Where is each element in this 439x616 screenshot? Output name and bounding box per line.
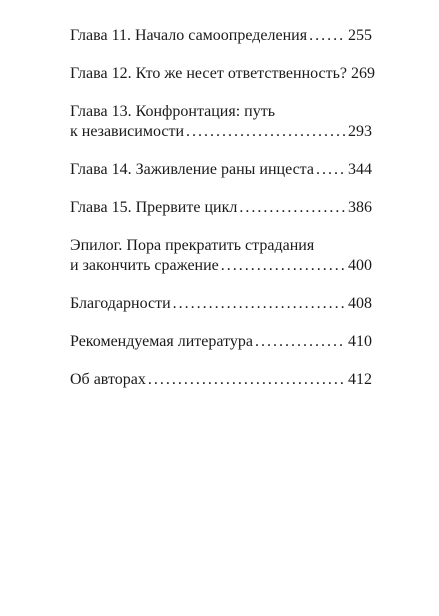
- toc-entry-page: 255: [348, 27, 372, 44]
- toc-entry-chapter-13: [70, 102, 372, 142]
- toc-entry-page: 269: [351, 65, 376, 82]
- toc-entry-title-line-2: к независимости: [70, 123, 185, 140]
- dot-leader: [221, 256, 346, 276]
- dot-leader: [148, 370, 346, 390]
- toc-entry-page: 412: [348, 371, 372, 388]
- toc-entry-recommended-reading: [70, 332, 372, 352]
- toc-entry-acknowledgements: [70, 294, 372, 314]
- toc-entry-page: 344: [348, 161, 372, 178]
- table-of-contents: [70, 26, 376, 408]
- toc-entry-page: 400: [348, 257, 372, 274]
- toc-entry-title: Рекомендуемая литература: [70, 333, 253, 350]
- toc-entry-title-line-2: и закончить сражение: [70, 257, 219, 274]
- toc-entry-title-line-1: Глава 13. Конфронтация: путь: [70, 103, 276, 120]
- toc-entry-chapter-14: [70, 160, 372, 180]
- toc-entry-page: 410: [348, 333, 372, 350]
- dot-leader: [316, 160, 346, 180]
- dot-leader: [173, 294, 346, 314]
- toc-entry-title: Об авторах: [70, 371, 146, 388]
- toc-entry-page: 386: [348, 199, 372, 216]
- toc-entry-about-authors: [70, 370, 372, 390]
- toc-entry-epilogue: [70, 236, 372, 276]
- toc-entry-title: Глава 11. Начало самоопределения: [70, 27, 308, 44]
- dot-leader: [255, 332, 346, 352]
- toc-entry-title: Глава 14. Заживление раны инцеста: [70, 161, 314, 178]
- toc-entry-chapter-12: [70, 64, 376, 84]
- toc-entry-chapter-11: [70, 26, 372, 46]
- dot-leader: [239, 198, 346, 218]
- toc-entry-title-line-1: Эпилог. Пора прекратить страдания: [70, 237, 315, 254]
- toc-entry-title: Глава 12. Кто же несет ответственность?: [70, 65, 348, 82]
- toc-entry-page: 293: [348, 123, 372, 140]
- toc-entry-page: 408: [348, 295, 372, 312]
- toc-entry-title: Глава 15. Прервите цикл: [70, 199, 238, 216]
- dot-leader: [186, 122, 346, 142]
- dot-leader: [309, 26, 346, 46]
- toc-entry-chapter-15: [70, 198, 372, 218]
- toc-entry-title: Благодарности: [70, 295, 171, 312]
